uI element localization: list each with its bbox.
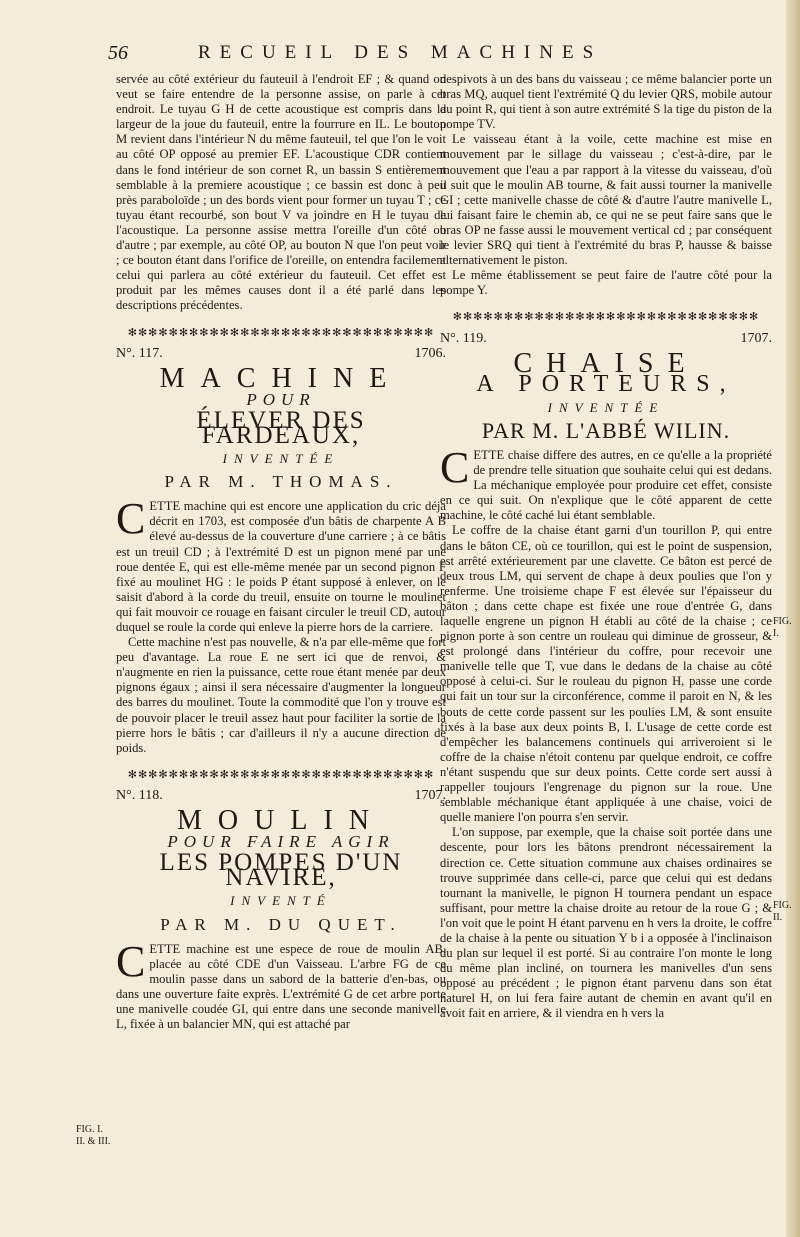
left-column xyxy=(116,72,446,1032)
ornament-117: ✻✻✻✻✻✻✻✻✻✻✻✻✻✻✻✻✻✻✻✻✻✻✻✻✻✻✻✻✻✻ xyxy=(127,326,435,339)
right-column xyxy=(440,72,772,1022)
author-line: PAR M. L'ABBÉ WILIN. xyxy=(481,417,731,443)
article-paragraph: CETTE machine qui est encore une application du cric déja décrit en 1703, est composée d'un bâtis de charpente A B élevé au-dessus de la couverture d'une carriere ; à ce bâtis est un treuil CD ; à l'extrémité D est un pignon mené par une roue dentée E, qui est elle-même menée par un second pignon F fixé au moulinet HG : le poids P étant supposé à enlever, on le saisit d'abord à la corde du treuil, ensuite on tourne le moulinet qui fait mouvoir ce rouage en faisant circuler le treuil CD, autour duquel se roule la corde qui enleve la pierre hors de la carriere. xyxy=(116,494,446,634)
article-number-line-119 xyxy=(440,331,772,346)
invented-label: INVENTÉ xyxy=(230,893,332,909)
article-paragraph: Le même établissement se peut faire de l'autre côté pour la pompe Y. xyxy=(440,268,772,298)
article-paragraph: CETTE machine est une espece de roue de moulin AB, placée au côté CDE d'un Vaisseau. L'arbre FG de ce moulin passe dans un sabord de la batterie d'en-bas, ou dans une ouverture faite exprès. L'extrémité G de cet arbre porte une manivelle coudée GI, qui entre dans une seconde manivelle L, fixée à un balancier MN, qui est attaché par xyxy=(116,936,446,1032)
article-title: MOULIN xyxy=(177,805,385,837)
article-title-pour: POUR FAIRE AGIR xyxy=(167,832,395,852)
ornament-119: ✻✻✻✻✻✻✻✻✻✻✻✻✻✻✻✻✻✻✻✻✻✻✻✻✻✻✻✻✻✻ xyxy=(452,311,760,324)
drop-cap: C xyxy=(440,442,470,492)
article-number: N°. 117. xyxy=(116,345,163,361)
page-number: 56 xyxy=(108,42,128,64)
article-paragraph: L'on suppose, par exemple, que la chaise soit portée dans une descente, pour lors les bâtons prendront nécessairement la direction ce. Cette situation commune aux chaises ordinaires se trouve supprimée dans celle-ci, parce que celui qui est dedans tournant la manivelle, le pignon H tournera pendant un espace suffisant, pour mettre la chaise droite au retour de la roue G ; & l'on voit que le point H étant parvenu en h vers la droite, le coffre de la chaise à la pente ou situation Y b i a opposée à l'inclinaison du plan sur lequel il est porté. Si au contraire l'on monte le long du même plan incliné, on tournera les manivelles d'un sens opposé au précédent ; le pignon étant parvenu dans son état naturel H, on lui fera faire autant de chemin en avant qu'il en avoit fait en arriere, & il viendra en h vers la xyxy=(440,825,772,1021)
article-year: 1707. xyxy=(414,787,446,803)
running-title: RECUEIL DES MACHINES xyxy=(198,42,603,63)
fig-label-1: FIG. I. xyxy=(773,616,792,639)
article-title: CHAISE xyxy=(513,347,699,379)
author-line: PAR M. DU QUET. xyxy=(160,914,402,934)
article-subtitle: LES POMPES D'UN NAVIRE, xyxy=(159,849,403,892)
article-title-pour: POUR xyxy=(246,389,316,409)
article-number: N°. 119. xyxy=(440,330,487,346)
invented-label: INVENTÉE xyxy=(222,451,340,467)
continuation-paragraph: servée au côté extérieur du fauteuil à l'endroit EF ; & quand on veut se faire entendre de la personne assise, on parle à cet endroit. Le tuyau G H de cette acoustique est compris dans la largeur de la joue du fauteuil, entre la fourrure en IL. Le bouton M revient dans l'intérieur N du même fauteuil, tel que l'on le voit au côté OP opposé au premier EF. L'acoustique CDR contient dans le fond intérieur de son cornet R, un bassin S entièrement semblable à la premiere acoustique ; ce bassin est donc à peu près paraboloïde ; un des bords vient pour former un tuyau T ; ce tuyau étant recourbé, son bout V va joindre en H le tuyau de l'acoustique. La personne assise mettra l'oreille d'un côté ou d'autre ; par exemple, au côté OP, au bouton N que l'on peut voir ; ce bouton étant dans l'orifice de l'oreille, on entendra facilement celui qui parlera au côté extérieur du fauteuil. Cet effet est produit par les mêmes causes dont il a été parlé dans les descriptions précédentes. xyxy=(116,72,446,313)
invented-label: INVENTÉE xyxy=(547,399,665,415)
article-subtitle: A PORTEURS, xyxy=(476,370,736,397)
article-paragraph: Le coffre de la chaise étant garni d'un tourillon P, qui entre dans le bâton CE, où ce tourillon, qui est le point de suspension, est arrêté extérieurement par une clavette. Ce bâton est percé de deux trous LM, qui servent de chape à deux poulies que l'on y renferme. Une troisieme chape F est élevée sur l'épaisseur du bâton ; dans cette chape est fixée une roue d'entrée G, dans laquelle engrene un pignon H établi au côté de la chaise ; ce pignon porte à son centre un rouleau qui diminue de grosseur, & est prolongé dans l'intérieur du coffre, pour recevoir une manivelle telle que T, vue dans le dedans de la chaise au côté opposé à celui-ci. Sur le rouleau du pignon H, passe une corde qui fait un tour sur la circonférence, comme il paroit en N, & les bouts de cette corde passent sur les poulies LM, & sont ensuite fixés à la base aux deux points B, I. L'usage de cette corde est d'empêcher les balancemens continuels qui arriveroient si le coffre de la chaise n'étoit contenu par quelque endroit, ce coffre n'étant suspendu que sur deux points. Cette corde sert aussi à rappeller toujours l'engrenage du pignon sur la roue. Une semblable méchanique étant appliquée à une chaise, voici de quelle maniere l'on pourra s'en servir. xyxy=(440,523,772,825)
article-paragraph: Le vaisseau étant à la voile, cette machine est mise en mouvement par le sillage du vaisseau ; c'est-à-dire, par le mouvement que l'eau a par rapport à la vitesse du vaisseau, d'où il suit que le moulin AB tourne, & fait aussi tourner la manivelle GI ; cette manivelle chasse de côté & d'autre l'autre manivelle L, lui faisant faire le chemin ab, ce qui ne se peut faire sans que le bras OP ne fasse aussi le mouvement vertical cd ; par conséquent le levier SRQ qui tient à l'extrémité du bras P, hausse & baisse alternativement le piston. xyxy=(440,132,772,268)
article-year: 1707. xyxy=(740,330,772,346)
article-number-line-117 xyxy=(116,346,446,361)
drop-cap: C xyxy=(116,936,146,986)
article-number-line-118 xyxy=(116,788,446,803)
article-number: N°. 118. xyxy=(116,787,163,803)
article-title: MACHINE xyxy=(159,362,403,394)
article-year: 1706. xyxy=(414,345,446,361)
ornament-118: ✻✻✻✻✻✻✻✻✻✻✻✻✻✻✻✻✻✻✻✻✻✻✻✻✻✻✻✻✻✻ xyxy=(127,768,435,781)
article-subtitle: ÉLEVER DES FARDEAUX, xyxy=(196,406,366,449)
running-header xyxy=(108,42,768,66)
article-paragraph: Cette machine n'est pas nouvelle, & n'a par elle-même que fort peu d'avantage. La roue E ne sert ici que de renvoi, & n'augmente en rien la puissance, cette roue étant menée par deux pignons égaux ; ainsi il sera nécessaire d'augmenter la longueur des barres du moulinet. Toute la commodité que l'on y trouve est de pouvoir placer le treuil assez haut pour faciliter la sortie de la pierre hors le bâtis ; car d'ailleurs il n'y a aucune direction de poids. xyxy=(116,635,446,755)
article-paragraph: CETTE chaise differe des autres, en ce qu'elle a la propriété de prendre telle situation que souhaite celui qui est dedans. La méchanique employée pour produire cet effet, consiste en ce qui suit. On n'explique que le côté apparent de cette machine, le côté caché lui étant semblable. xyxy=(440,442,772,523)
continuation-paragraph: despivots à un des bans du vaisseau ; ce même balancier porte un bras MQ, auquel tient l'extrémité Q du levier QRS, mobile autour du point R, qui tient à son autre extrémité S la tige du piston de la pompe TV. xyxy=(440,72,772,132)
author-line: PAR M. THOMAS. xyxy=(164,472,398,492)
fig-label-118: FIG. I. II. & III. xyxy=(76,1124,111,1147)
drop-cap: C xyxy=(116,494,146,544)
fig-label-2: FIG. II. xyxy=(773,900,792,923)
